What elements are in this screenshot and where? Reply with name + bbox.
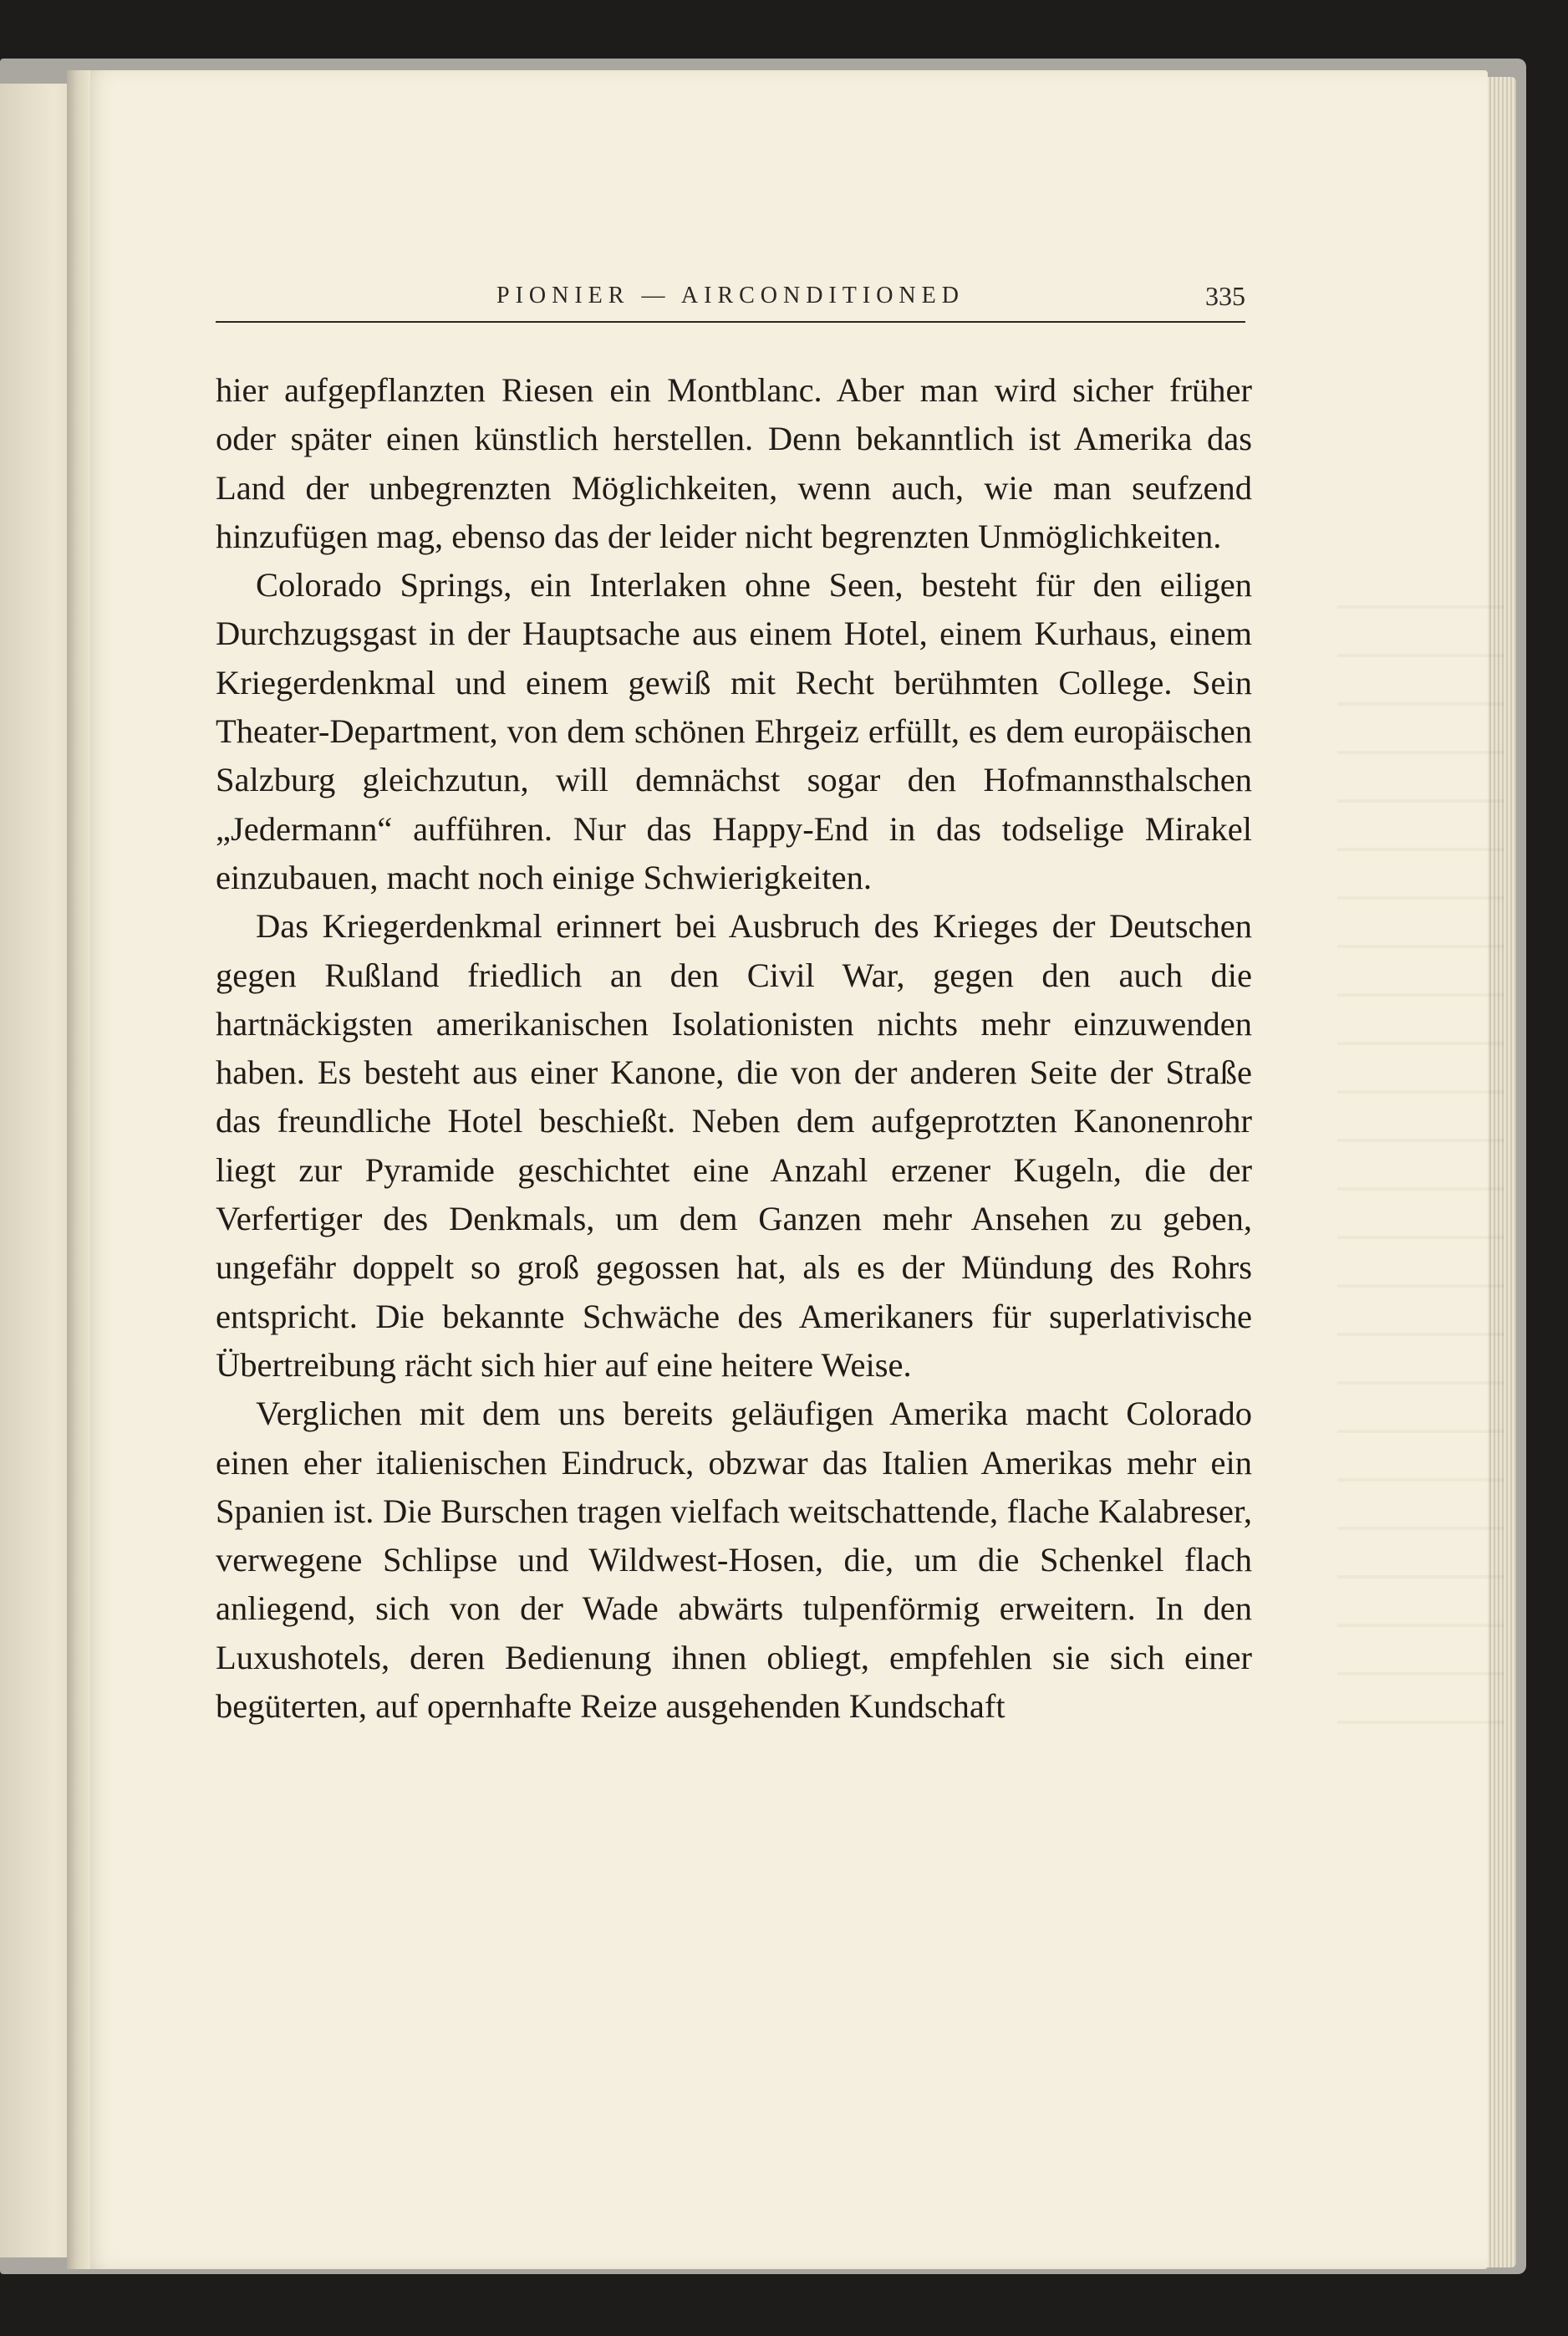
body-text (216, 366, 1252, 1731)
paragraph: hier aufgepflanzten Riesen ein Montblanc. Aber man wird sicher früher oder später einen künstlich herstellen. Denn bekanntlich ist Amerika das Land der unbegrenzten Möglichkeiten, wenn auch, wie man seufzend hinzufügen mag, ebenso das der leider nicht begrenzten Unmöglichkeiten. (216, 371, 1252, 555)
page-number: 335 (1205, 281, 1245, 311)
left-page-edge (0, 84, 77, 2257)
paragraph: Verglichen mit dem uns bereits geläufigen Amerika macht Colorado einen eher italienischen Eindruck, obzwar das Italien Amerikas mehr ein Spanien ist. Die Burschen tragen vielfach weitschattende, flache Kalabreser, verwegene Schlipse und Wildwest-Hosen, die, um die Schenkel flach anliegend, sich von der Wade abwärts tulpenförmig erweitern. In den Luxushotels, deren Bedienung ihnen obliegt, empfehlen sie sich einer begüterten, auf opernhafte Reize ausgehenden Kundschaft (216, 1395, 1252, 1726)
running-title: PIONIER — AIRCONDITIONED (496, 283, 965, 309)
running-head (216, 281, 1245, 323)
show-through-texture (1337, 572, 1504, 1742)
book-gutter (67, 70, 90, 2269)
paragraph: Colorado Springs, ein Interlaken ohne Seen, besteht für den eiligen Durchzugsgast in der Hauptsache aus einem Hotel, einem Kurhaus, einem Kriegerdenkmal und einem gewiß mit Recht berühmten College. Sein Theater-Department, von dem schönen Ehrgeiz erfüllt, es dem europäischen Salzburg gleichzutun, will demnächst sogar den Hofmannsthalschen „Jedermann“ aufführen. Nur das Happy-End in das todselige Mirakel einzubauen, macht noch einige Schwierigkeiten. (216, 566, 1252, 896)
paragraph: Das Kriegerdenkmal erinnert bei Ausbruch des Krieges der Deutschen gegen Rußland friedlich an den Civil War, gegen den auch die hartnäckigsten amerikanischen Isolationisten nichts mehr einzuwenden haben. Es besteht aus einer Kanone, die von der anderen Seite der Straße das freundliche Hotel beschießt. Neben dem aufgeprotzten Kanonenrohr liegt zur Pyramide geschichtet eine Anzahl erzener Kugeln, die der Verfertiger des Denkmals, um dem Ganzen mehr Ansehen zu geben, ungefähr doppelt so groß gegossen hat, als es der Mündung des Rohrs entspricht. Die bekannte Schwäche des Amerikaners für superlativische Übertreibung rächt sich hier auf eine heitere Weise. (216, 907, 1252, 1384)
